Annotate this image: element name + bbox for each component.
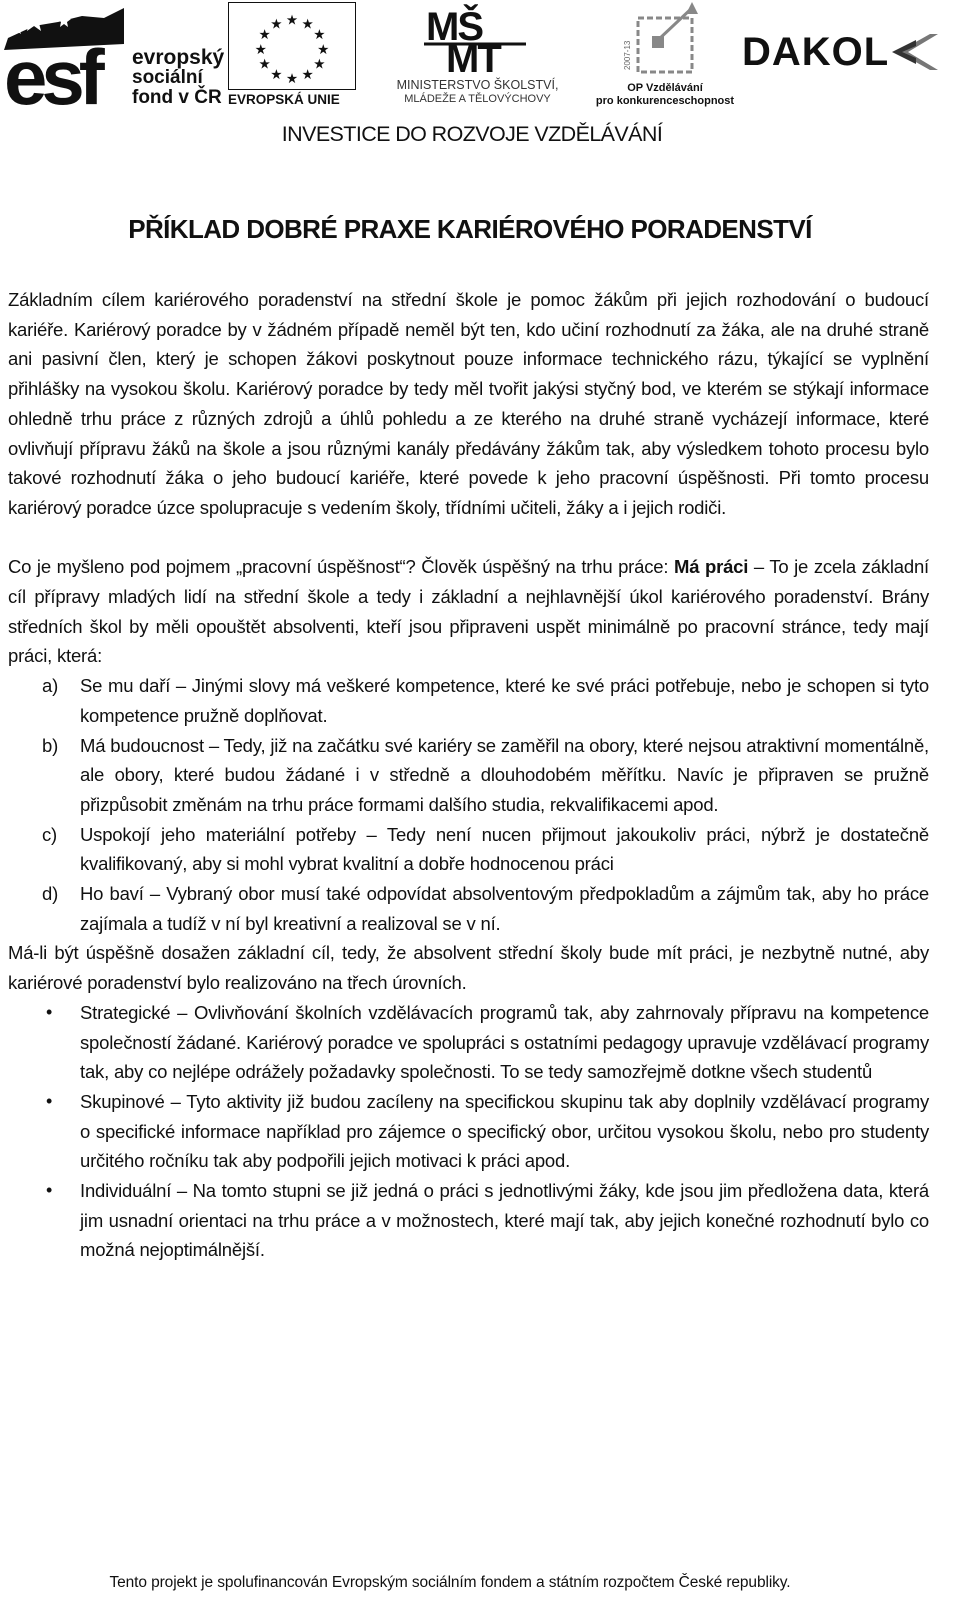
- msmt-line-2: MLÁDEŽE A TĚLOVÝCHOVY: [404, 93, 551, 105]
- svg-text:★: ★: [258, 27, 271, 43]
- svg-text:★: ★: [270, 16, 283, 32]
- list-marker: d): [42, 883, 59, 905]
- svg-text:MŠ: MŠ: [426, 5, 482, 49]
- bullet-icon: •: [46, 1090, 53, 1111]
- svg-text:★: ★: [258, 56, 271, 72]
- question-rest: – To je zcela základní cíl přípravy mladých lidí na střední škole a tedy i základní a nejhlavnější úkol kariérového poradenství. Brány středních škol by měli opouštět absolventi, kteří jsou připraveni uspět minimálně po pracovní stránce, tedy mají práci, která:: [8, 556, 929, 667]
- svg-text:★: ★: [317, 41, 330, 57]
- dakol-logo: [742, 30, 942, 74]
- op-vzdelavani-logo: [590, 0, 740, 110]
- list-item: [8, 998, 929, 1087]
- msmt-mark-icon: [420, 2, 530, 74]
- list-marker: b): [42, 734, 59, 756]
- levels-list: [8, 998, 929, 1265]
- msmt-logo: [370, 2, 585, 110]
- list-item: [8, 1087, 929, 1176]
- svg-text:★: ★: [285, 12, 299, 28]
- eu-flag-icon: [228, 2, 356, 90]
- list-item: [8, 731, 929, 820]
- svg-text:★: ★: [270, 67, 283, 83]
- esf-line-1: evropský: [132, 46, 225, 69]
- svg-text:★: ★: [285, 71, 299, 87]
- msmt-logo-text: [370, 78, 585, 106]
- op-logo-text: [590, 82, 740, 108]
- list-item: [8, 820, 929, 879]
- svg-text:★: ★: [313, 27, 326, 43]
- op-line-1: OP Vzdělávání: [627, 82, 703, 94]
- op-mark-icon: [618, 0, 714, 80]
- svg-text:★: ★: [301, 16, 314, 32]
- question-bold: Má práci: [674, 556, 749, 578]
- intro-paragraph: Základním cílem kariérového poradenství na střední škole je pomoc žákům při jejich rozhodování o budoucí kariéře. Kariérový poradce by v žádném případě neměl být ten, kdo učiní rozhodnutí za žáka, ale na druhé straně ani pasivní člen, který je schopen žákovi poskytnout pouze informace technického rázu, týkající se vyplnění přihlášky na vysokou školu. Kariérový poradce by tedy měl tvořit jakýsi styčný bod, ve kterém se stýkají informace ohledně trhu práce z různých zdrojů a úhlů pohledu a ze kterého na druhé straně vycházejí informace, které ovlivňují přípravu žáků na škole a jsou různými kanály předávány žákům tak, aby výsledkem tohoto procesu bylo takové rozhodnutí žáka o jeho budoucí kariéře, které povede k jeho pracovní úspěšnosti. Při tomto procesu kariérový poradce úzce spolupracuje s vedením školy, třídními učiteli, žáky a i jejich rodiči.: [8, 289, 929, 518]
- investice-banner: INVESTICE DO ROZVOJE VZDĚLÁVÁNÍ: [281, 122, 663, 146]
- svg-text:★: ★: [313, 56, 326, 72]
- dakol-mark-icon: [892, 32, 938, 72]
- esf-line-3: fond v ČR: [132, 87, 222, 108]
- bullet-icon: •: [46, 1180, 53, 1201]
- list-item-text: Má budoucnost – Tedy, již na začátku své kariéry se zaměřil na obory, které nejsou atraktivní momentálně, ale obory, které budou žádané i v středně a dlouhodobém měřítku. Navíc je připraven se pružně přizpůsobit změnám na trhu práce formami dalšího studia, rekvalifikacemi apod.: [80, 734, 929, 815]
- criteria-list: [8, 671, 929, 938]
- list-marker: c): [42, 823, 58, 845]
- list-marker: a): [42, 675, 59, 697]
- list-item-text: Se mu daří – Jinými slovy má veškeré kompetence, které ke své práci potřebuje, nebo je schopen si tyto kompetence pružně doplňovat.: [80, 675, 929, 726]
- svg-text:esf: esf: [4, 33, 99, 108]
- eu-logo-text: EVROPSKÁ UNIE: [228, 92, 340, 107]
- op-line-2: pro konkurenceschopnost: [595, 95, 735, 107]
- esf-mark-icon: [4, 4, 126, 108]
- dakol-wordmark: DAKOL: [742, 30, 890, 74]
- list-item-text: Skupinové – Tyto aktivity již budou zacíleny na specifickou skupinu tak aby doplnily vzdělávací programy o specifické informace například pro zájemce o specifický obor, určitou vysokou školu, nebo pro studenty určitého ročníku tak aby podpořili jejich motivaci k práci apod.: [80, 1090, 929, 1172]
- msmt-line-1: MINISTERSTVO ŠKOLSTVÍ,: [396, 78, 559, 92]
- svg-text:★: ★: [254, 41, 267, 57]
- header-logos: [0, 0, 960, 112]
- document-body: [8, 285, 929, 1265]
- document-title: PŘÍKLAD DOBRÉ PRAXE KARIÉROVÉHO PORADENSTVÍ: [128, 214, 812, 244]
- bullet-icon: •: [46, 1001, 53, 1022]
- question-lead: Co je myšleno pod pojmem „pracovní úspěšnost“? Člověk úspěšný na trhu práce:: [8, 556, 674, 578]
- page-footer: Tento projekt je spolufinancován Evropským sociálním fondem a státním rozpočtem České republiky.: [109, 1574, 791, 1591]
- question-paragraph: [8, 552, 929, 671]
- list-item-text: Individuální – Na tomto stupni se již jedná o práci s jednotlivými žáky, kde jsou jim předložena data, která jim usnadní orientaci na trhu práce a v možnostech, které mají tak, aby jejich konečné rozhodnutí bylo co možná nejoptimálnější.: [80, 1180, 929, 1261]
- svg-text:2007-13: 2007-13: [623, 40, 632, 70]
- levels-intro-paragraph: Má-li být úspěšně dosažen základní cíl, tedy, že absolvent střední školy bude mít práci, je nezbytně nutné, aby kariérové poradenství bylo realizováno na třech úrovních.: [8, 942, 929, 994]
- svg-text:★: ★: [301, 67, 314, 83]
- list-item-text: Strategické – Ovlivňování školních vzdělávacích programů tak, aby zahrnovaly přípravu na kompetence společností žádané. Kariérový poradce ve spolupráci s ostatními pedagogy upravuje vzdělávací programy tak, aby co nejlépe odrážely požadavky společnosti. To se tedy samozřejmě dotkne všech studentů: [80, 1001, 929, 1083]
- list-item: [8, 879, 929, 938]
- eu-logo: [228, 2, 358, 108]
- esf-line-2: sociální: [132, 67, 203, 88]
- esf-logo-text: [132, 48, 224, 108]
- svg-text:MT: MT: [446, 37, 500, 74]
- list-item-text: Uspokojí jeho materiální potřeby – Tedy není nucen přijmout jakoukoliv práci, nýbrž je dostatečně kvalifikovaný, aby si mohl vybrat kvalitní a dobře hodnocenou práci: [80, 823, 929, 875]
- list-item: [8, 1176, 929, 1265]
- list-item-text: Ho baví – Vybraný obor musí také odpovídat absolventovým předpokladům a zájmům tak, aby ho práce zajímala a tudíž v ní byl kreativní a realizoval se v ní.: [80, 883, 929, 934]
- list-item: [8, 671, 929, 730]
- esf-logo: [4, 4, 225, 108]
